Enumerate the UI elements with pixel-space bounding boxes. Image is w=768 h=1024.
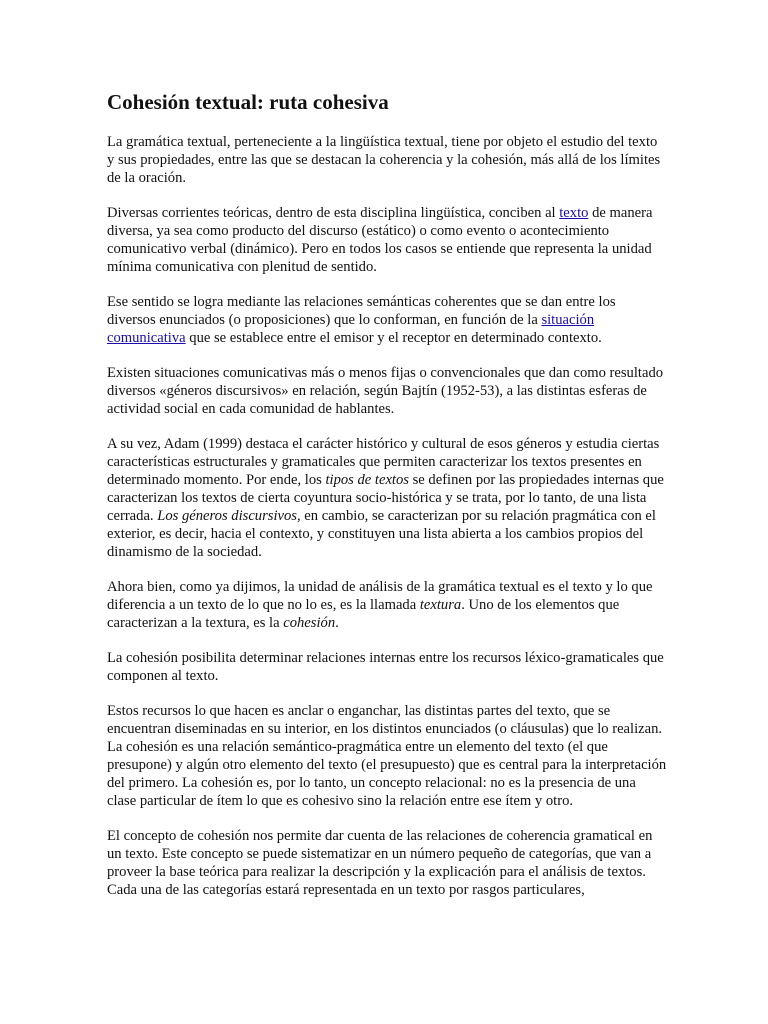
document-title: Cohesión textual: ruta cohesiva [107, 90, 389, 114]
paragraph-6-text-a: Ahora bien, como ya dijimos, la unidad de análisis de la gramática textual es el texto y lo que diferencia a un texto de lo que no lo es, es la llamada [107, 579, 653, 613]
textura-emphasis: textura [419, 597, 462, 613]
paragraph-6-text-c: . [335, 615, 339, 631]
paragraph-3-text-b: que se establece entre el emisor y el receptor en determinado contexto. [185, 330, 602, 346]
tipos-de-textos-emphasis: tipos de textos [325, 472, 409, 488]
paragraph-3 [107, 293, 667, 347]
paragraph-8: Estos recursos lo que hacen es anclar o enganchar, las distintas partes del texto, que se encuentran diseminadas en su interior, en los distintos enunciados (o cláusulas) que lo realizan. La cohesión es una relación semántico-pragmática entre un elemento del texto (el que presupone) y algún otro elemento del texto (el presupuesto) que es central para la interpretación del primero. La cohesión es, por lo tanto, un concepto relacional: no es la presencia de una clase particular de ítem lo que es cohesivo sino la relación entre ese ítem y otro. [107, 703, 667, 809]
paragraph-5 [107, 435, 667, 561]
cohesion-emphasis: cohesión [283, 615, 336, 631]
paragraph-2-text-b: de manera diversa, ya sea como producto del discurso (estático) o como evento o acontecimiento comunicativo verbal (dinámico). Pero en todos los casos se entiende que representa la unidad mínima comunicativa con plenitud de sentido. [107, 205, 653, 275]
document-page [107, 88, 667, 916]
paragraph-7: La cohesión posibilita determinar relaciones internas entre los recursos léxico-gramaticales que componen al texto. [107, 650, 664, 684]
paragraph-1: La gramática textual, perteneciente a la lingüística textual, tiene por objeto el estudio del texto y sus propiedades, entre las que se destacan la coherencia y la cohesión, más allá de los límites de la oración. [107, 134, 661, 186]
situacion-comunicativa-link[interactable]: situación comunicativa [107, 312, 595, 346]
texto-link[interactable]: texto [559, 205, 589, 221]
paragraph-4: Existen situaciones comunicativas más o menos fijas o convencionales que dan como resultado diversos «géneros discursivos» en relación, según Bajtín (1952-53), a las distintas esferas de actividad social en cada comunidad de hablantes. [107, 365, 664, 417]
generos-discursivos-emphasis: Los géneros discursivos [157, 508, 297, 524]
paragraph-5-text-a: A su vez, Adam (1999) destaca el carácter histórico y cultural de esos géneros y estudia ciertas características estructurales y gramaticales que permiten caracterizar los textos presentes en determinado momento. Por ende, los [107, 436, 660, 488]
paragraph-9: El concepto de cohesión nos permite dar cuenta de las relaciones de coherencia gramatical en un texto. Este concepto se puede sistematizar en un número pequeño de categorías, que van a proveer la base teórica para realizar la descripción y la explicación para el análisis de textos. Cada una de las categorías estará representada en un texto por rasgos particulares, [107, 828, 653, 898]
paragraph-6-text-b: . Uno de los elementos que caracterizan a la textura, es la [107, 597, 620, 631]
paragraph-2 [107, 204, 667, 276]
paragraph-5-text-c: , en cambio, se caracterizan por su relación pragmática con el exterior, es decir, hacia el contexto, y constituyen una lista abierta a los cambios propios del dinamismo de la sociedad. [107, 508, 656, 560]
paragraph-5-text-b: se definen por las propiedades internas que caracterizan los textos de cierta coyuntura socio-histórica y se trata, por lo tanto, de una lista cerrada. [107, 472, 664, 524]
paragraph-3-text-a: Ese sentido se logra mediante las relaciones semánticas coherentes que se dan entre los diversos enunciados (o proposiciones) que lo conforman, en función de la [107, 294, 616, 328]
paragraph-6 [107, 578, 667, 632]
paragraph-2-text-a: Diversas corrientes teóricas, dentro de esta disciplina lingüística, conciben al [107, 205, 560, 221]
